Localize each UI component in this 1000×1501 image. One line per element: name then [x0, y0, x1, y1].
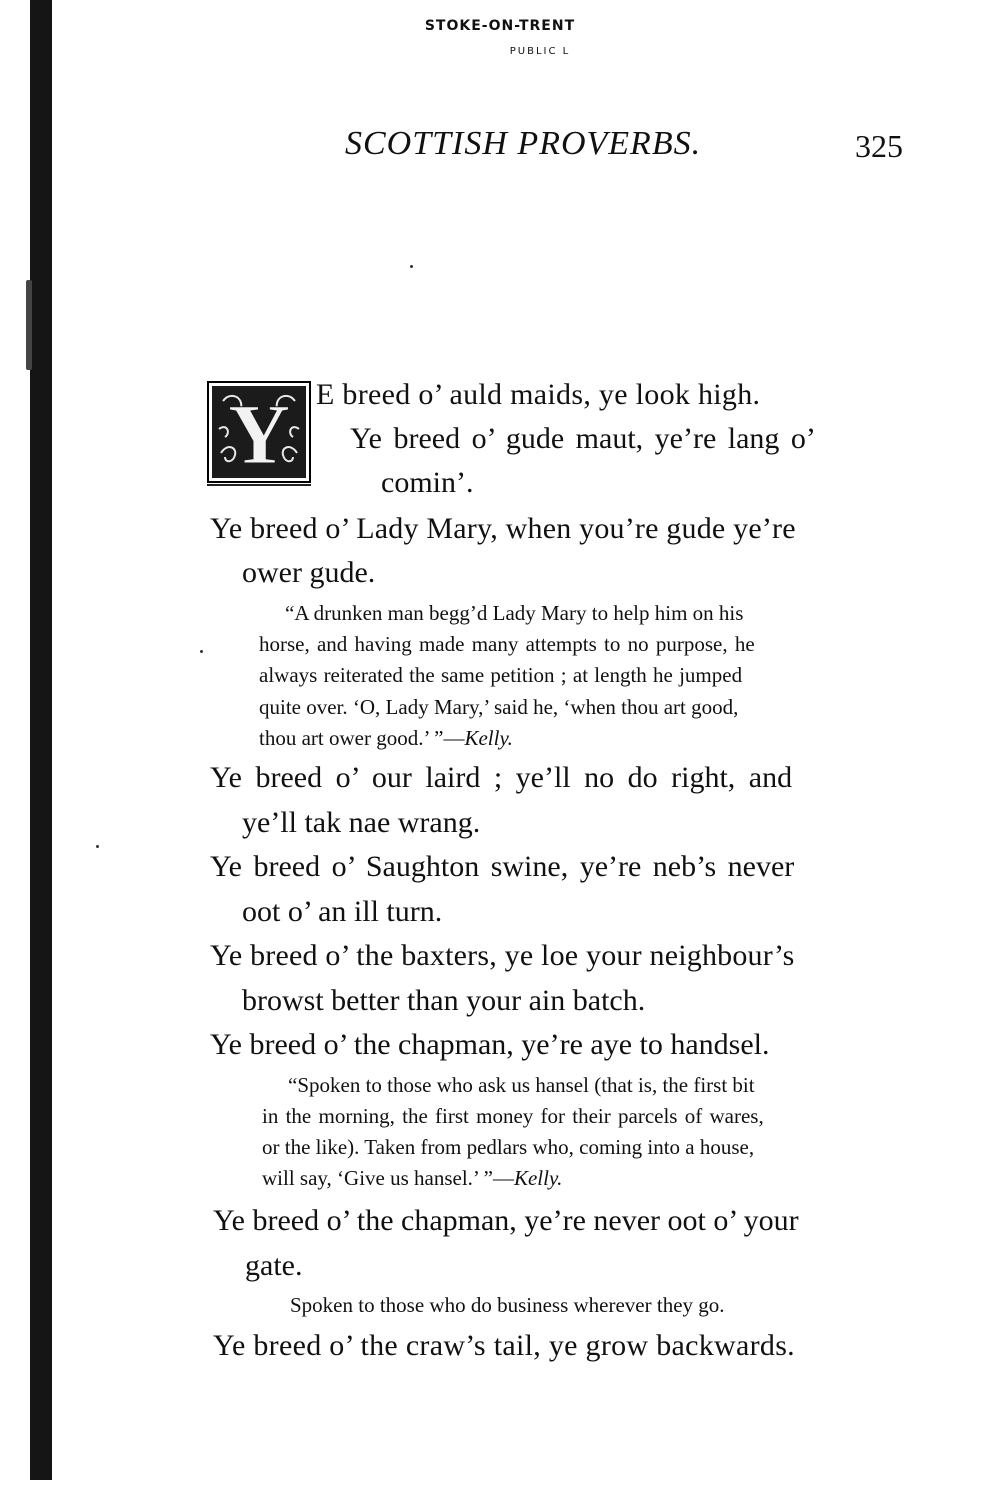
commentary-line: horse, and having made many attempts to no purpose, he [259, 632, 755, 656]
binding-tab [26, 280, 32, 370]
proverb-line-continued: oot o’ an ill turn. [242, 895, 443, 928]
commentary-text: will say, ‘Give us hansel.’ ”— [262, 1166, 514, 1190]
drop-cap-rule [207, 484, 311, 486]
commentary-line: quite over. ‘O, Lady Mary,’ said he, ‘when thou art good, [259, 695, 739, 719]
page-number: 325 [855, 128, 903, 164]
binding-shadow [30, 0, 52, 1480]
commentary-line [262, 1168, 562, 1189]
proverb-line: Ye breed o’ the chapman, ye’re aye to handsel. [210, 1028, 770, 1061]
commentary-line: or the like). Taken from pedlars who, coming into a house, [262, 1135, 755, 1159]
proverb-line: E breed o’ auld maids, ye look high. [316, 378, 761, 411]
commentary-line [259, 728, 513, 749]
commentary-source: Kelly. [513, 1166, 563, 1190]
commentary-line: always reiterated the same petition ; at length he jumped [259, 663, 743, 687]
commentary-line: in the morning, the first money for their parcels of wares, [262, 1104, 764, 1128]
proverb-line: Ye breed o’ the craw’s tail, ye grow backwards. [213, 1329, 795, 1362]
commentary-line: “Spoken to those who ask us hansel (that is, the first bit [288, 1073, 755, 1097]
proverb-line-continued: gate. [245, 1249, 303, 1282]
running-title: SCOTTISH PROVERBS. [345, 125, 702, 162]
commentary-source: Kelly. [464, 726, 513, 750]
proverb-line-continued: ower gude. [242, 556, 376, 589]
drop-cap-letter-icon [209, 383, 309, 481]
proverb-line: Ye breed o’ gude maut, ye’re lang o’ [350, 422, 816, 455]
proverb-line: Ye breed o’ our laird ; ye’ll no do right, and [210, 761, 793, 794]
proverb-line: Ye breed o’ Lady Mary, when you’re gude ye’re [210, 512, 796, 545]
library-stamp-line-2: PUBLIC L [509, 46, 571, 57]
print-speck [200, 650, 203, 653]
drop-cap-letter: Y [227, 386, 291, 481]
print-speck [410, 265, 413, 268]
proverb-line-continued: comin’. [381, 466, 474, 499]
proverb-line-continued: ye’ll tak nae wrang. [242, 806, 481, 839]
proverb-line: Ye breed o’ Saughton swine, ye’re neb’s never [210, 850, 795, 883]
print-speck [96, 845, 99, 848]
commentary-line: Spoken to those who do business wherever they go. [290, 1293, 725, 1317]
commentary-text: thou art ower good.’ ”— [259, 726, 465, 750]
proverb-line: Ye breed o’ the chapman, ye’re never oot o’ your [213, 1204, 799, 1237]
library-stamp-line-1: STOKE-ON-TRENT [424, 18, 576, 34]
proverb-line-continued: browst better than your ain batch. [242, 984, 646, 1017]
drop-cap-ornament [207, 381, 311, 483]
proverb-line: Ye breed o’ the baxters, ye loe your neighbour’s [210, 939, 795, 972]
commentary-line: “A drunken man begg’d Lady Mary to help him on his [285, 601, 744, 625]
